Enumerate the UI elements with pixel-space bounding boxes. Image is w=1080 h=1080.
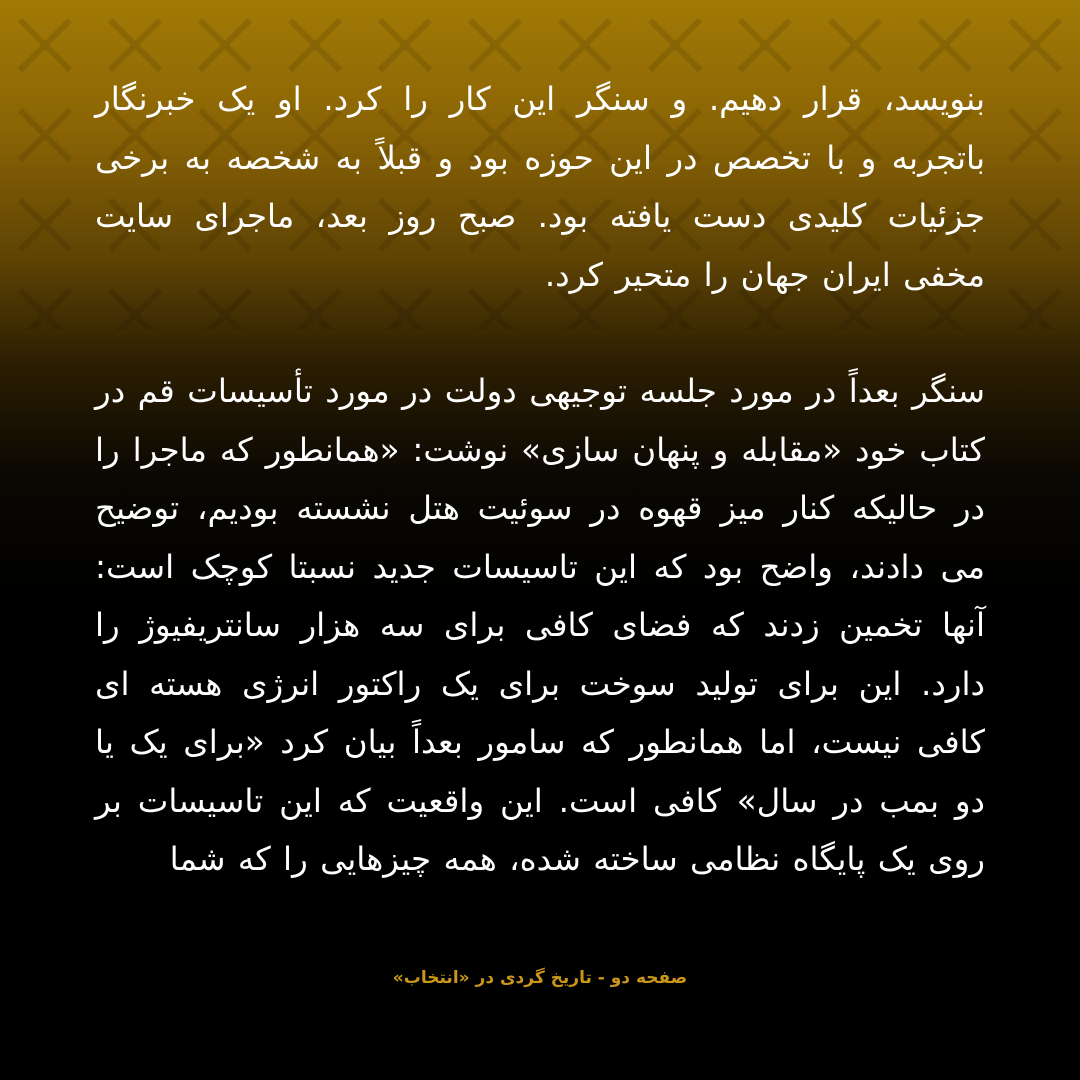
page-footer: صفحه دو - تاریخ گردی در «انتخاب»: [392, 968, 688, 988]
paragraph-1: بنویسد، قرار دهیم. و سنگر این کار را کرد. او یک خبرنگار باتجربه و با تخصص در این حوزه بود و قبلاً به شخصه به برخی جزئیات کلیدی دست یافته بود. صبح روز بعد، ماجرای سایت مخفی ایران جهان را متحیر کرد.: [95, 80, 985, 294]
paragraph-2: سنگر بعداً در مورد جلسه توجیهی دولت در مورد تأسیسات قم در کتاب خود «مقابله و پنهان سازی» نوشت: «همانطور که ماجرا را در حالیکه کنار میز قهوه در سوئیت هتل نشسته بودیم، توضیح می دادند، واضح بود که این تاسیسات جدید نسبتا کوچک است: آنها تخمین زدند که فضای کافی برای سه هزار سانتریفیوژ را دارد. این برای تولید سوخت برای یک راکتور انرژی هسته ای کافی نیست، اما همانطور که سامور بعداً بیان کرد «برای یک یا دو بمب در سال» کافی است. این واقعیت که این تاسیسات بر روی یک پایگاه نظامی ساخته شده، همه چیزهایی را که شما: [95, 372, 985, 878]
article-body: [95, 70, 985, 889]
